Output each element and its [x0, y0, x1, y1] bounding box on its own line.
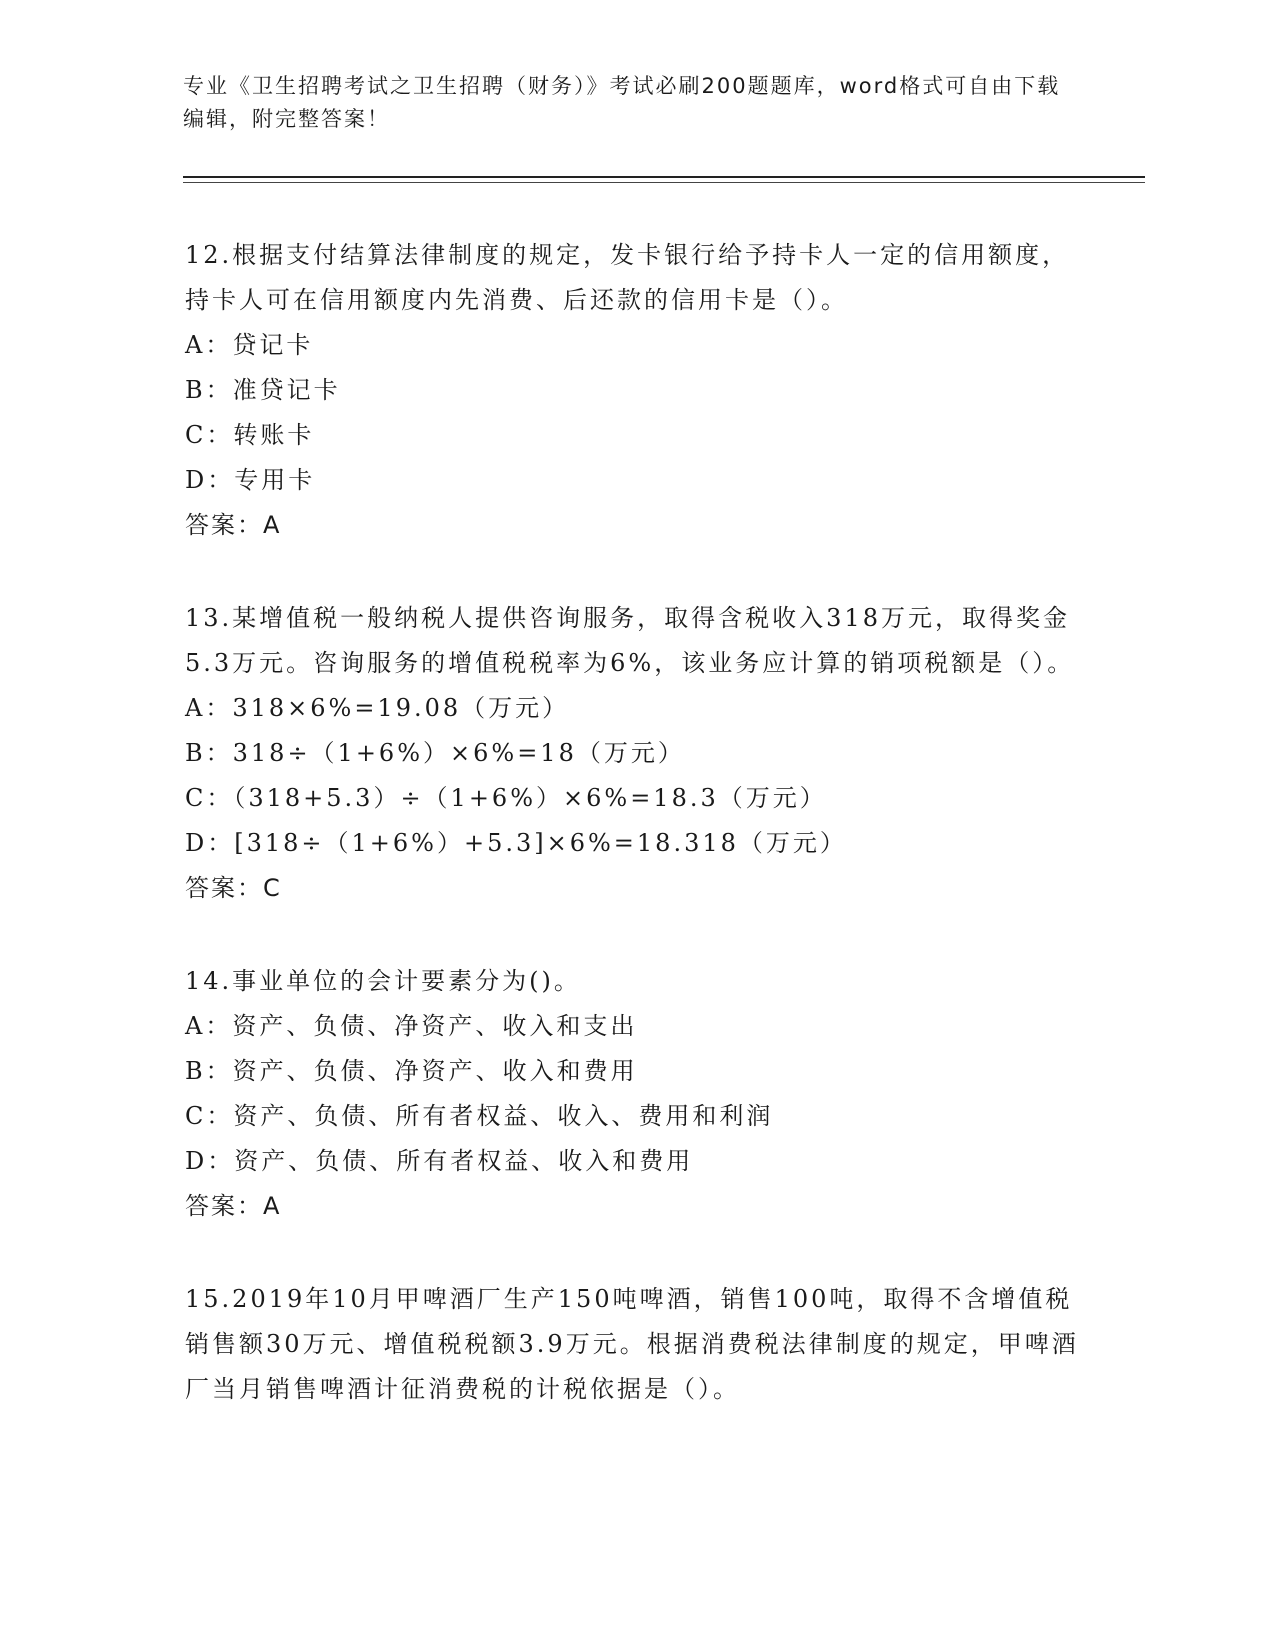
question-stem: 12.根据支付结算法律制度的规定，发卡银行给予持卡人一定的信用额度，持卡人可在信用额度内先消费、后还款的信用卡是（）。	[185, 241, 1070, 314]
header-rule-thick	[183, 176, 1145, 178]
option-d: D：[318÷（1+6%）+5.3]×6%=18.318（万元）	[185, 829, 847, 857]
question-14	[185, 959, 1085, 1229]
option-d: D：专用卡	[185, 466, 316, 494]
option-c: C：（318+5.3）÷（1+6%）×6%=18.3（万元）	[185, 784, 827, 812]
question-15	[185, 1277, 1085, 1412]
option-d: D：资产、负债、所有者权益、收入和费用	[185, 1147, 694, 1175]
option-a: A：贷记卡	[185, 331, 314, 359]
question-12	[185, 233, 1085, 548]
header-rule-thin	[183, 182, 1145, 183]
option-a: A：资产、负债、净资产、收入和支出	[185, 1012, 638, 1040]
question-stem: 15.2019年10月甲啤酒厂生产150吨啤酒，销售100吨，取得不含增值税销售额30万元、增值税税额3.9万元。根据消费税法律制度的规定，甲啤酒厂当月销售啤酒计征消费税的计税依据是（）。	[185, 1285, 1079, 1403]
document-header: 专业《卫生招聘考试之卫生招聘（财务）》考试必刷200题题库，word格式可自由下载编辑，附完整答案！	[183, 74, 1061, 131]
option-a: A：318×6%=19.08（万元）	[185, 694, 570, 722]
answer: 答案：A	[185, 511, 282, 539]
question-stem: 13.某增值税一般纳税人提供咨询服务，取得含税收入318万元，取得奖金5.3万元。咨询服务的增值税税率为6%，该业务应计算的销项税额是（）。	[185, 604, 1075, 677]
option-b: B：资产、负债、净资产、收入和费用	[185, 1057, 638, 1085]
option-c: C：资产、负债、所有者权益、收入、费用和利润	[185, 1102, 774, 1130]
option-c: C：转账卡	[185, 421, 315, 449]
answer: 答案：A	[185, 1192, 282, 1220]
question-stem: 14.事业单位的会计要素分为()。	[185, 967, 581, 995]
option-b: B：准贷记卡	[185, 376, 341, 404]
option-b: B：318÷（1+6%）×6%=18（万元）	[185, 739, 685, 767]
answer: 答案：C	[185, 874, 282, 902]
question-list	[185, 233, 1085, 1460]
question-13	[185, 596, 1085, 911]
